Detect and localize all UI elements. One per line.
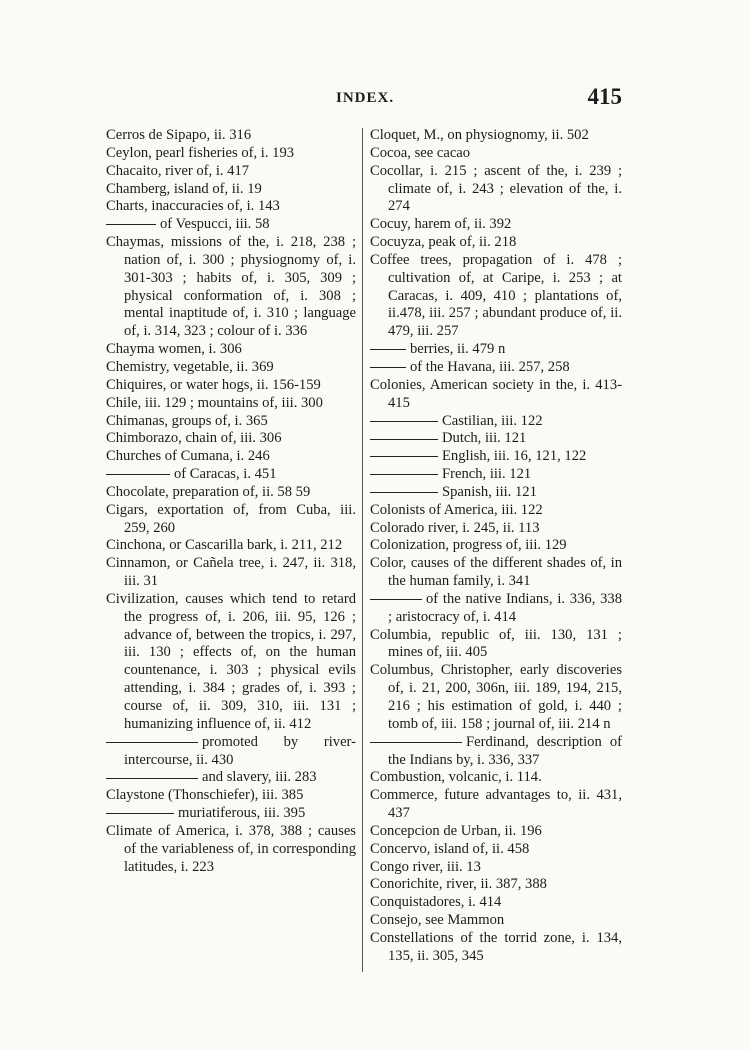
column-divider (362, 128, 363, 972)
index-entry: Concepcion de Urban, ii. 196 (370, 822, 542, 839)
index-subentry (106, 466, 356, 484)
index-subentry (370, 734, 622, 770)
index-entry: Cinchona, or Cascarilla bark, i. 211, 212 (106, 537, 343, 554)
index-entry: Climate of America, i. 378, 388 ; causes of the variableness of, in corresponding latitudes, i. 223 (106, 822, 356, 875)
ditto-dash (106, 224, 156, 225)
index-entry: Concervo, island of, ii. 458 (370, 840, 530, 857)
page-header (0, 84, 750, 114)
index-entry: Cigars, exportation of, from Cuba, iii. 259, 260 (106, 501, 356, 536)
subentry-text: French, iii. 121 (442, 466, 532, 483)
subentry-text: of the native Indians, i. 336, 338 ; aristocracy of, i. 414 (388, 590, 622, 625)
index-entry: Chaymas, missions of the, i. 218, 238 ; nation of, i. 300 ; physiognomy of, i. 301-303 ; habits of, i. 305, 309 ; physical conformation of, i. 308 ; mental inaptitude of, i. 310 ; language of, i. 314, 323 ; colour of i. 336 (106, 234, 356, 340)
subentry-text: Ferdinand, description of the Indians by, i. 336, 337 (388, 733, 622, 768)
index-subentry (370, 413, 622, 431)
index-entry: Coffee trees, propagation of i. 478 ; cultivation of, at Caripe, i. 253 ; at Caracas, i. 409, 410 ; plantations of, ii.478, iii. 257 ; abundant produce of, ii. 479, iii. 257 (370, 251, 622, 340)
index-entry: Chimborazo, chain of, iii. 306 (106, 430, 282, 447)
index-entry: Civilization, causes which tend to retard the progress of, i. 206, iii. 95, 126 ; advance of, between the tropics, i. 297, iii. 130 ; effects of, on the human countenance, i. 303 ; physical evils attending, i. 384 ; grades of, i. 393 ; course of, ii. 309, 310, iii. 131 ; humanizing influence of, ii. 412 (106, 590, 356, 732)
subentry-text: of Caracas, i. 451 (174, 466, 277, 483)
index-entry: Ceylon, pearl fisheries of, i. 193 (106, 144, 295, 161)
index-entry: Churches of Cumana, i. 246 (106, 448, 270, 465)
ditto-dash (106, 813, 174, 814)
index-entry: Claystone (Thonschiefer), iii. 385 (106, 787, 304, 804)
ditto-dash (370, 439, 438, 440)
index-column-right (370, 127, 622, 966)
index-subentry (370, 484, 622, 502)
index-entry: Consejo, see Mammon (370, 912, 505, 929)
index-entry: Chemistry, vegetable, ii. 369 (106, 358, 274, 375)
index-entry: Chocolate, preparation of, ii. 58 59 (106, 483, 311, 500)
index-entry: Cocollar, i. 215 ; ascent of the, i. 239 ; climate of, i. 243 ; elevation of the, i. 274 (370, 162, 622, 215)
index-entry: Chacaito, river of, i. 417 (106, 162, 250, 179)
subentry-text: and slavery, iii. 283 (202, 769, 317, 786)
index-entry: Chayma women, i. 306 (106, 341, 242, 358)
index-entry: Cloquet, M., on physiognomy, ii. 502 (370, 127, 589, 143)
index-entry: Constellations of the torrid zone, i. 134, 135, ii. 305, 345 (370, 929, 622, 964)
index-entry: Columbia, republic of, iii. 130, 131 ; mines of, iii. 405 (370, 626, 622, 661)
index-column-left (106, 127, 356, 876)
ditto-dash (370, 367, 406, 368)
index-entry: Chamberg, island of, ii. 19 (106, 180, 262, 197)
running-head: INDEX. (336, 90, 395, 106)
index-entry: Colorado river, i. 245, ii. 113 (370, 519, 540, 536)
ditto-dash (106, 742, 198, 743)
ditto-dash (370, 474, 438, 475)
subentry-text: Spanish, iii. 121 (442, 483, 537, 500)
subentry-text: muriatiferous, iii. 395 (178, 805, 306, 822)
index-entry: Commerce, future advantages to, ii. 431, 437 (370, 787, 622, 822)
index-entry: Cocuyza, peak of, ii. 218 (370, 234, 517, 251)
index-entry: Chimanas, groups of, i. 365 (106, 412, 268, 429)
index-entry: Cocoa, see cacao (370, 144, 471, 161)
index-entry: Chile, iii. 129 ; mountains of, iii. 300 (106, 394, 323, 411)
ditto-dash (370, 492, 438, 493)
index-entry: Colonists of America, iii. 122 (370, 501, 543, 518)
index-entry: Combustion, volcanic, i. 114. (370, 769, 542, 786)
index-subentry (370, 359, 622, 377)
index-subentry (370, 591, 622, 627)
index-entry: Colonies, American society in the, i. 413-415 (370, 376, 622, 411)
ditto-dash (370, 742, 462, 743)
index-entry: Conorichite, river, ii. 387, 388 (370, 876, 547, 893)
index-entry: Charts, inaccuracies of, i. 143 (106, 198, 280, 215)
subentry-text: promoted by river-intercourse, ii. 430 (124, 733, 356, 768)
subentry-text: Dutch, iii. 121 (442, 430, 527, 447)
index-entry: Cocuy, harem of, ii. 392 (370, 216, 512, 233)
index-entry: Columbus, Christopher, early discoveries of, i. 21, 200, 306n, iii. 189, 194, 215, 216 ; his estimation of gold, i. 440 ; tomb of, iii. 158 ; journal of, iii. 214 n (370, 662, 622, 732)
index-subentry (106, 805, 356, 823)
ditto-dash (370, 599, 422, 600)
subentry-text: of Vespucci, iii. 58 (160, 216, 270, 233)
index-subentry (370, 466, 622, 484)
index-entry: Cerros de Sipapo, ii. 316 (106, 127, 252, 143)
index-entry: Colonization, progress of, iii. 129 (370, 537, 567, 554)
page-number: 415 (587, 84, 622, 109)
ditto-dash (370, 456, 438, 457)
index-entry: Congo river, iii. 13 (370, 858, 481, 875)
subentry-text: of the Havana, iii. 257, 258 (410, 358, 570, 375)
index-subentry (370, 341, 622, 359)
subentry-text: English, iii. 16, 121, 122 (442, 448, 587, 465)
index-subentry (106, 769, 356, 787)
ditto-dash (370, 421, 438, 422)
index-subentry (370, 430, 622, 448)
index-subentry (106, 734, 356, 770)
subentry-text: berries, ii. 479 n (410, 341, 506, 358)
index-subentry (370, 448, 622, 466)
index-entry: Color, causes of the different shades of, in the human family, i. 341 (370, 555, 622, 590)
index-entry: Conquistadores, i. 414 (370, 894, 502, 911)
index-subentry (106, 216, 356, 234)
subentry-text: Castilian, iii. 122 (442, 412, 543, 429)
index-entry: Cinnamon, or Cañela tree, i. 247, ii. 318, iii. 31 (106, 555, 356, 590)
ditto-dash (106, 474, 170, 475)
ditto-dash (106, 778, 198, 779)
ditto-dash (370, 349, 406, 350)
index-entry: Chiquires, or water hogs, ii. 156-159 (106, 376, 321, 393)
